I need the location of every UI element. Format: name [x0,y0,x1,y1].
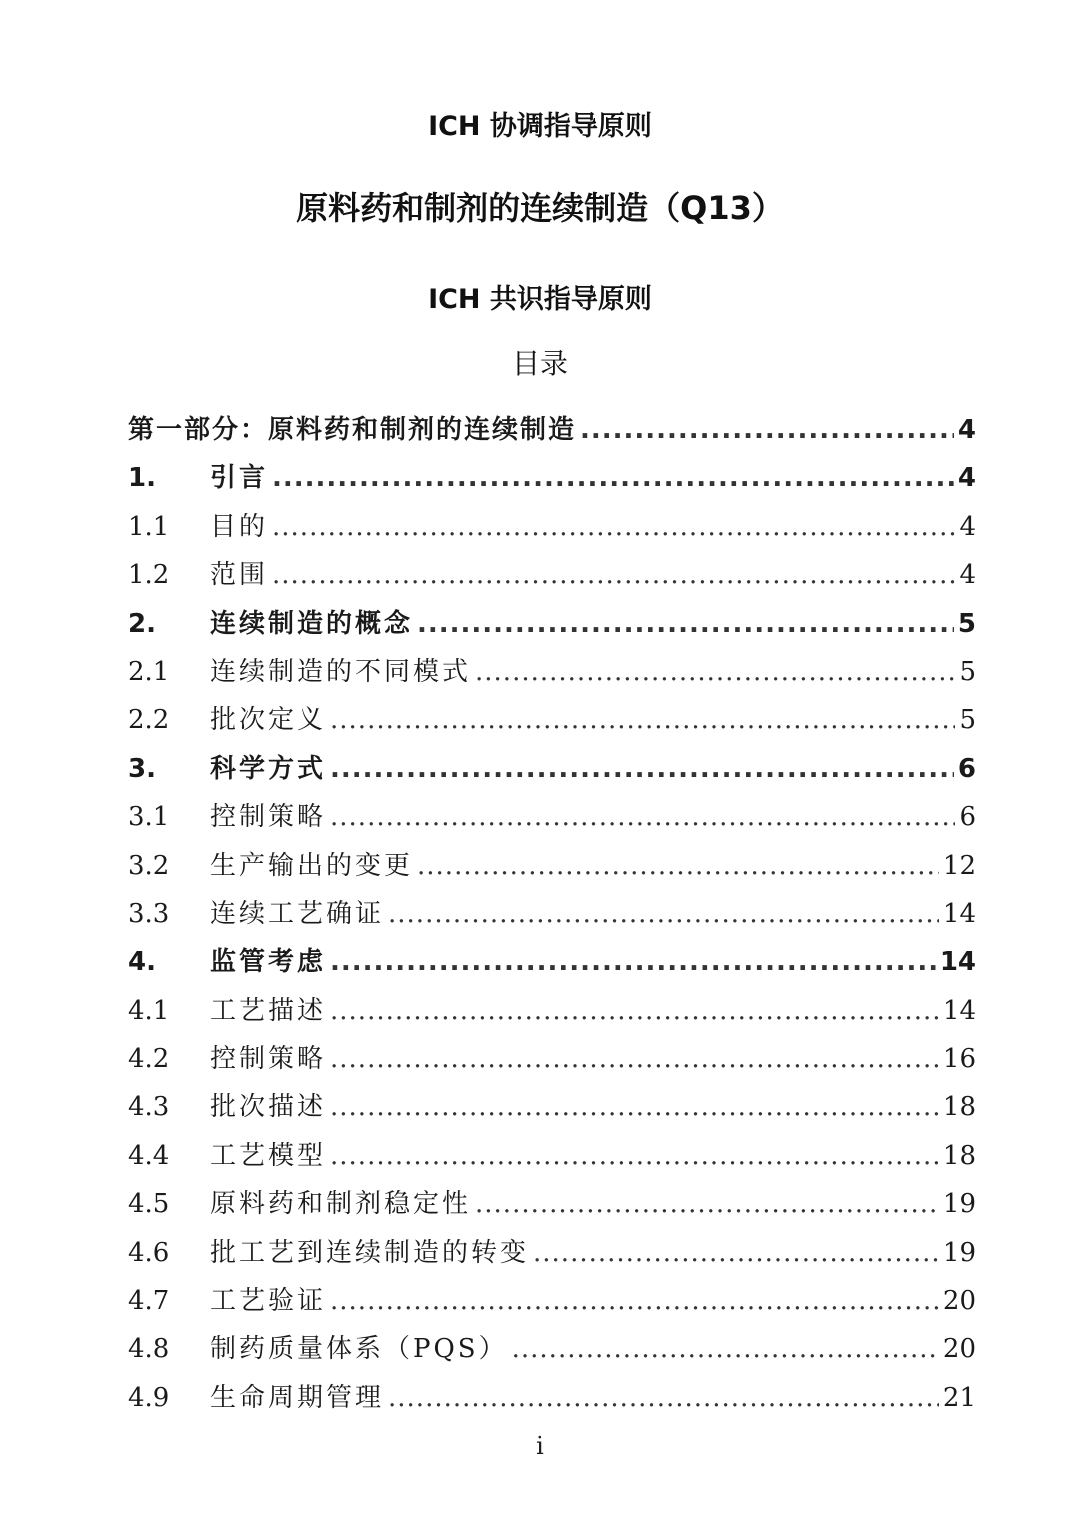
toc-entry-page: 5 [959,705,976,736]
toc-dot-leader [330,745,954,793]
toc-entry[interactable] [128,890,976,938]
toc-dot-leader [330,793,955,841]
toc-entry-page: 19 [942,1237,976,1268]
toc-entry-number: 3. [128,753,156,784]
toc-entry-label: 第一部分：原料药和制剂的连续制造 [128,415,577,445]
toc-entry-label: 控制策略 [210,1044,327,1075]
toc-entry-label: 连续工艺确证 [210,898,385,929]
toc-entry-number: 1.2 [128,560,170,591]
toc-entry-page: 20 [942,1334,976,1365]
toc-entry[interactable] [128,1277,976,1325]
toc-entry-label: 工艺模型 [210,1140,327,1171]
toc-entry-number: 4.6 [128,1237,170,1268]
toc-entry[interactable] [128,1083,976,1131]
toc-entry-number: 4.2 [128,1044,170,1075]
toc-entry-label: 连续制造的概念 [210,608,414,639]
toc-entry[interactable] [128,1180,976,1228]
toc-entry-page: 4 [957,463,976,494]
toc-entry[interactable] [128,503,976,551]
toc-entry-number: 2. [128,608,156,639]
toc-entry-page: 14 [939,947,976,978]
toc-dot-leader [533,1229,939,1277]
toc-entry-page: 18 [942,1092,976,1123]
toc-entry-label: 连续制造的不同模式 [210,656,472,687]
toc-entry[interactable] [128,938,976,986]
toc-entry-page: 16 [942,1044,976,1075]
toc-entry-label: 引言 [210,463,269,494]
toc-heading: 目录 [511,347,568,380]
toc-dot-leader [330,1035,939,1083]
toc-entry-label: 范围 [210,560,269,591]
toc-dot-leader [512,1325,939,1373]
table-of-contents [128,406,976,1422]
toc-dot-leader [330,987,939,1035]
toc-entry-label: 批工艺到连续制造的转变 [210,1237,530,1268]
toc-entry[interactable] [128,600,976,648]
toc-entry-page: 6 [957,753,976,784]
toc-dot-leader [330,696,955,744]
toc-entry-label: 原料药和制剂稳定性 [210,1189,472,1220]
document-title: 原料药和制剂的连续制造（Q13） [296,189,784,227]
toc-entry[interactable] [128,745,976,793]
toc-entry-number: 4.4 [128,1140,170,1171]
toc-dot-leader [417,600,954,648]
toc-entry-number: 1. [128,463,156,494]
toc-dot-leader [330,938,936,986]
toc-dot-leader [580,406,954,454]
toc-entry-page: 12 [942,850,976,881]
toc-entry-number: 1.1 [128,511,170,542]
toc-entry[interactable] [128,406,976,454]
toc-entry-page: 14 [942,898,976,929]
toc-entry-number: 2.1 [128,656,170,687]
toc-entry-page: 5 [959,656,976,687]
toc-entry[interactable] [128,1229,976,1277]
toc-dot-leader [475,648,955,696]
toc-entry-label: 目的 [210,511,269,542]
toc-entry-page: 6 [959,802,976,833]
toc-entry-label: 批次描述 [210,1092,327,1123]
toc-entry[interactable] [128,648,976,696]
toc-entry[interactable] [128,696,976,744]
toc-entry-page: 4 [959,511,976,542]
toc-entry-label: 生命周期管理 [210,1382,385,1413]
toc-entry-label: 监管考虑 [210,947,327,978]
toc-entry[interactable] [128,1374,976,1422]
document-org-heading: ICH 协调指导原则 [428,111,652,142]
toc-entry-page: 21 [942,1382,976,1413]
toc-entry-number: 3.2 [128,850,170,881]
toc-entry-number: 4.3 [128,1092,170,1123]
toc-entry-label: 工艺验证 [210,1286,327,1317]
page-number: i [536,1432,544,1460]
toc-entry-number: 4. [128,947,156,978]
toc-dot-leader [330,1277,939,1325]
toc-entry-label: 科学方式 [210,753,327,784]
toc-entry-page: 4 [957,415,976,445]
toc-entry-page: 19 [942,1189,976,1220]
toc-entry-label: 工艺描述 [210,995,327,1026]
toc-entry-number: 3.3 [128,898,170,929]
toc-entry-number: 4.9 [128,1382,170,1413]
toc-entry[interactable] [128,1035,976,1083]
toc-entry-page: 20 [942,1286,976,1317]
toc-entry-label: 制药质量体系（PQS） [210,1334,508,1365]
toc-dot-leader [388,890,939,938]
toc-dot-leader [417,842,939,890]
toc-entry-number: 4.8 [128,1334,170,1365]
toc-entry-number: 3.1 [128,802,170,833]
toc-entry-page: 18 [942,1140,976,1171]
toc-entry[interactable] [128,793,976,841]
toc-entry-label: 控制策略 [210,802,327,833]
toc-dot-leader [272,551,955,599]
toc-dot-leader [388,1374,939,1422]
document-subtitle: ICH 共识指导原则 [428,284,652,315]
toc-entry-label: 生产输出的变更 [210,850,414,881]
toc-entry[interactable] [128,1325,976,1373]
toc-entry[interactable] [128,987,976,1035]
toc-entry-number: 4.1 [128,995,170,1026]
toc-entry[interactable] [128,1132,976,1180]
toc-entry-number: 4.7 [128,1286,170,1317]
toc-entry-number: 2.2 [128,705,170,736]
toc-entry-page: 4 [959,560,976,591]
toc-entry-number: 4.5 [128,1189,170,1220]
toc-dot-leader [330,1132,939,1180]
toc-entry-label: 批次定义 [210,705,327,736]
toc-entry[interactable] [128,842,976,890]
toc-entry-page: 14 [942,995,976,1026]
toc-entry[interactable] [128,551,976,599]
toc-entry-page: 5 [957,608,976,639]
toc-dot-leader [330,1083,939,1131]
toc-dot-leader [272,503,955,551]
toc-entry[interactable] [128,454,976,502]
toc-dot-leader [475,1180,939,1228]
toc-dot-leader [272,454,954,502]
